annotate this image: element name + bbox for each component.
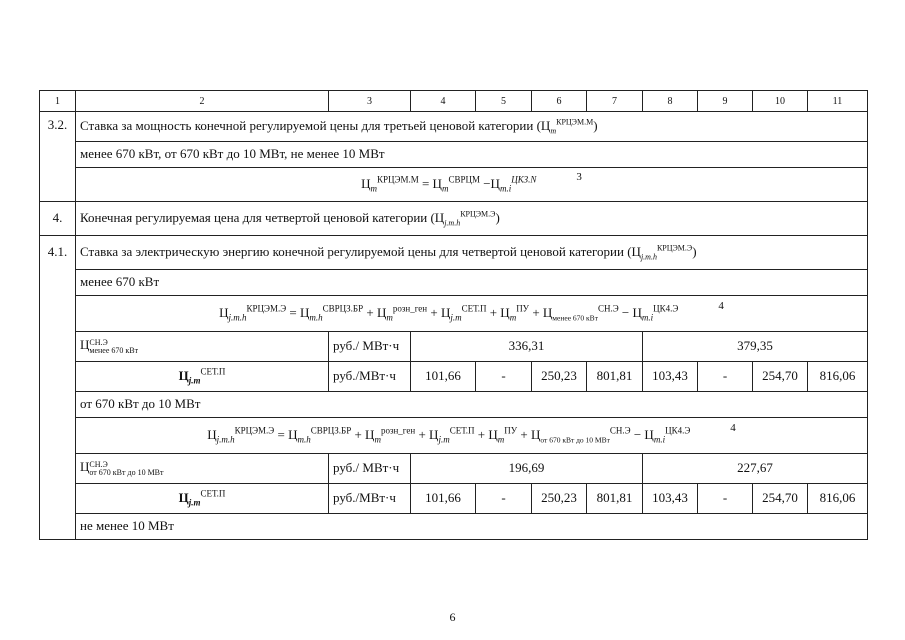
header-cell: 6 — [532, 91, 587, 112]
ranges-text: менее 670 кВт, от 670 кВт до 10 МВт, не менее 10 МВт — [76, 142, 868, 168]
section-number: 4. — [40, 202, 76, 236]
unit-cell: руб./МВт·ч — [329, 484, 411, 514]
value-cell: 227,67 — [643, 454, 868, 484]
header-cell: 1 — [40, 91, 76, 112]
value-cell: 254,70 — [753, 484, 808, 514]
row-label: Ц СН.Э от 670 кВт до 10 МВт — [76, 454, 329, 484]
header-cell: 7 — [587, 91, 643, 112]
value-cell: 816,06 — [808, 484, 868, 514]
value-cell: 196,69 — [411, 454, 643, 484]
value-cell: 801,81 — [587, 484, 643, 514]
formula-row — [40, 418, 868, 454]
range-text: от 670 кВт до 10 МВт — [76, 392, 868, 418]
section-3-2-title-row — [40, 112, 868, 142]
section-number: 3.2. — [40, 112, 76, 202]
row-label: $Ц_{j.m}^{СЕТ.П}$ — [76, 362, 329, 392]
range-text: менее 670 кВт — [76, 270, 868, 296]
value-cell: - — [698, 484, 753, 514]
section-title: Конечная регулируемая цена для четвертой ценовой категории $(Ц_{j.m.h}^{КРЦЭМ.Э})$ — [76, 202, 868, 236]
header-cell: 8 — [643, 91, 698, 112]
formula-row — [40, 296, 868, 332]
formula-row — [40, 168, 868, 202]
section-4-row — [40, 202, 868, 236]
value-cell: - — [698, 362, 753, 392]
unit-cell: руб./ МВт·ч — [329, 454, 411, 484]
formula-4-1-b: $Ц_{j.m.h}^{КРЦЭМ.Э} = Ц_{m.h}^{СВРЦЗ.БР} + Ц_m^{розн\_ген} + Ц_{j.m}^{СЕТ.П} + Ц_m^{ПУ} + Ц_{от 670 кВт до 10 МВт}^{СН.Э} - Ц_{m.i}^{ЦК4.Э}$ $^4$ — [76, 418, 868, 454]
table-row — [40, 454, 868, 484]
header-cell: 5 — [476, 91, 532, 112]
row-label: Ц СН.Э менее 670 кВт — [76, 332, 329, 362]
header-cell: 2 — [76, 91, 329, 112]
table-row — [40, 332, 868, 362]
value-cell: 103,43 — [643, 484, 698, 514]
header-row — [40, 91, 868, 112]
unit-cell: руб./МВт·ч — [329, 362, 411, 392]
header-cell: 3 — [329, 91, 411, 112]
header-cell: 4 — [411, 91, 476, 112]
unit-cell: руб./ МВт·ч — [329, 332, 411, 362]
formula-3-2: $Ц_m^{КРЦЭМ.М} = Ц_m^{СВРЦМ} -Ц_{m.i}^{ЦКЗ.N}$ $^3$ — [76, 168, 868, 202]
header-cell: 11 — [808, 91, 868, 112]
value-cell: 101,66 — [411, 362, 476, 392]
table-row — [40, 484, 868, 514]
row-label: $Ц_{j.m}^{СЕТ.П}$ — [76, 484, 329, 514]
section-number: 4.1. — [40, 236, 76, 540]
ranges-row — [40, 142, 868, 168]
range-row — [40, 514, 868, 540]
value-cell: 801,81 — [587, 362, 643, 392]
range-row — [40, 392, 868, 418]
value-cell: 250,23 — [532, 362, 587, 392]
section-title: Ставка за мощность конечной регулируемой цены для третьей ценовой категории $(Ц_m^{КРЦЭМ.М})$ — [76, 112, 868, 142]
value-cell: 101,66 — [411, 484, 476, 514]
value-cell: 336,31 — [411, 332, 643, 362]
section-4-1-title-row — [40, 236, 868, 270]
value-cell: 379,35 — [643, 332, 868, 362]
header-cell: 10 — [753, 91, 808, 112]
value-cell: 254,70 — [753, 362, 808, 392]
range-row — [40, 270, 868, 296]
section-title: Ставка за электрическую энергию конечной регулируемой цены для четвертой ценовой категории $(Ц_{j.m.h}^{КРЦЭМ.Э})$ — [76, 236, 868, 270]
table-row — [40, 362, 868, 392]
page-number: 6 — [449, 610, 456, 624]
formula-4-1-a: $Ц_{j.m.h}^{КРЦЭМ.Э} = Ц_{m.h}^{СВРЦЗ.БР} + Ц_m^{розн\_ген} + Ц_{j.m}^{СЕТ.П} + Ц_m^{ПУ} + Ц_{менее 670 кВт}^{СН.Э} - Ц_{m.i}^{ЦК4.Э}$ $^4$ — [76, 296, 868, 332]
range-text: не менее 10 МВт — [76, 514, 868, 540]
tariff-table — [39, 90, 868, 540]
value-cell: - — [476, 484, 532, 514]
header-cell: 9 — [698, 91, 753, 112]
value-cell: 816,06 — [808, 362, 868, 392]
value-cell: - — [476, 362, 532, 392]
value-cell: 250,23 — [532, 484, 587, 514]
value-cell: 103,43 — [643, 362, 698, 392]
